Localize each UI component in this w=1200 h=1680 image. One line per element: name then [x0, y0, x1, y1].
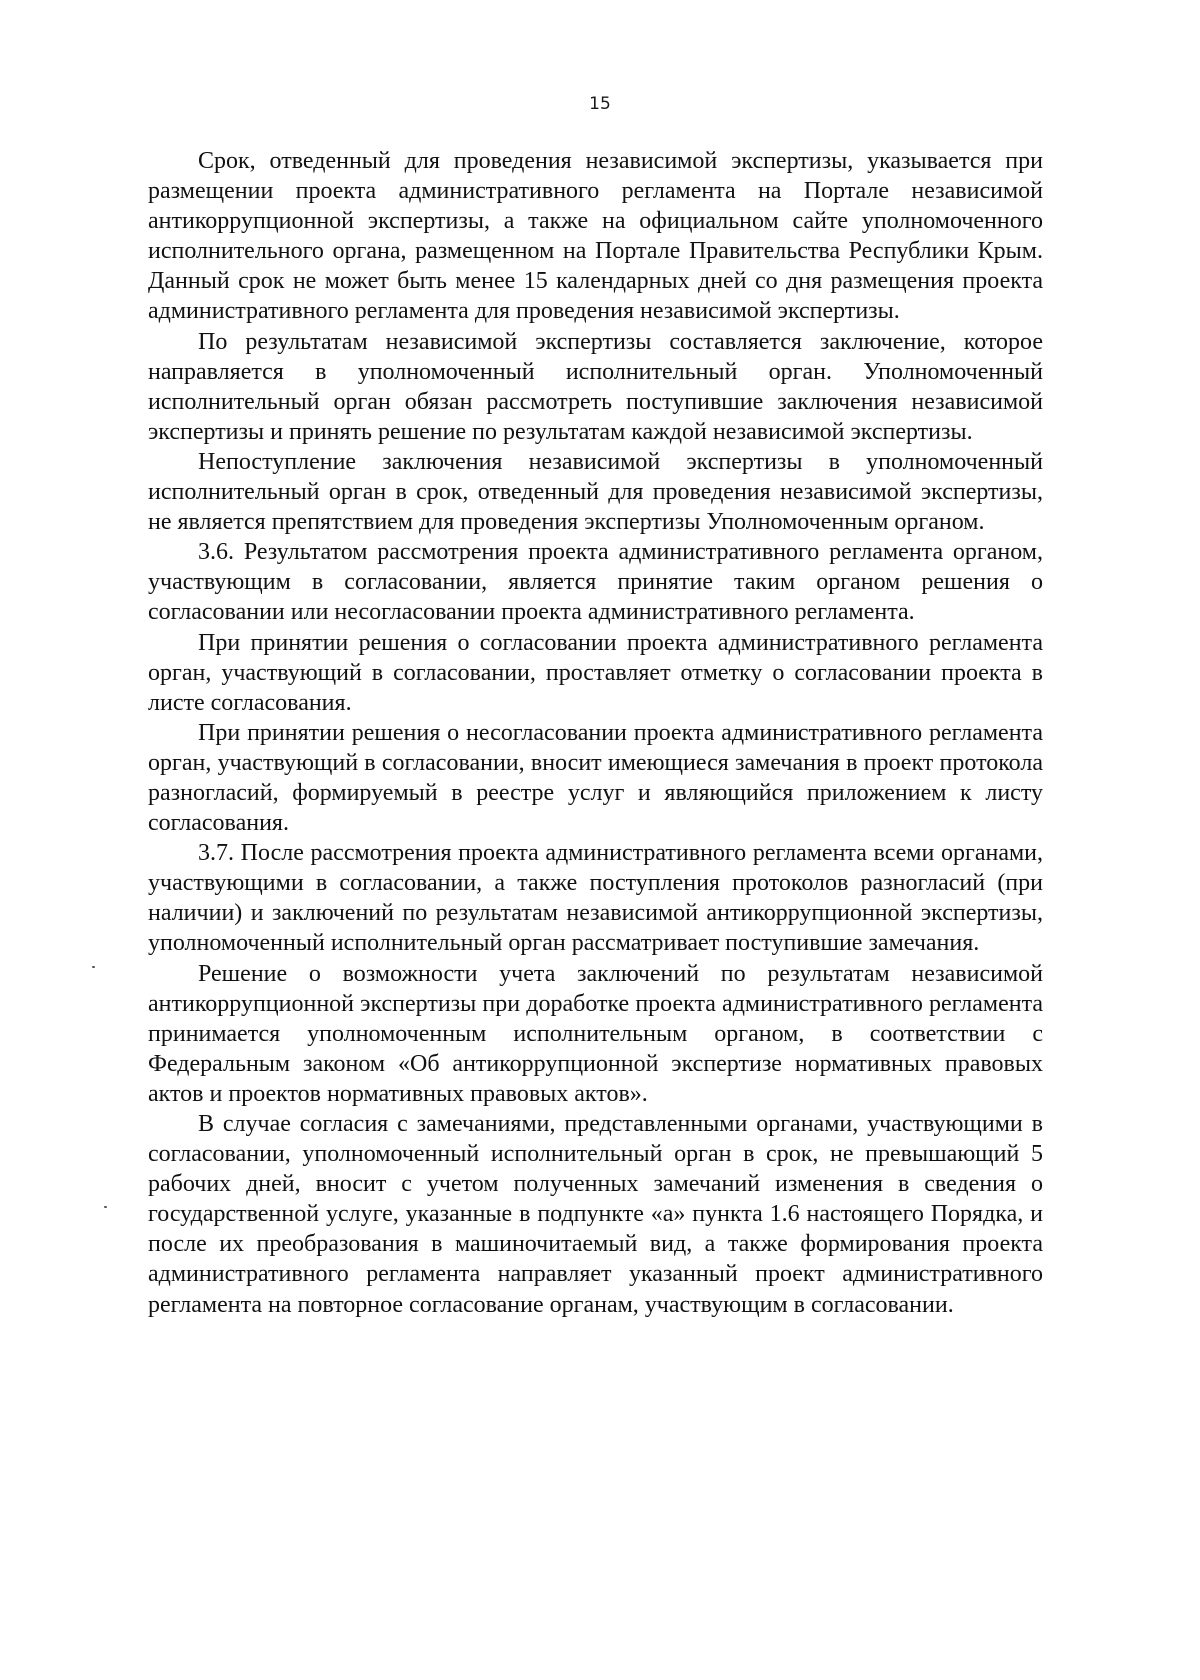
paragraph-agreement-case: В случае согласия с замечаниями, представленными органами, участвующими в согласовании, уполномоченный исполнительный орган в срок, не превышающий 5 рабочих дней, вносит с учетом полученных замечаний изменения в сведения о государственной услуге, указанные в подпункте «а» пункта 1.6 настоящего Порядка, и после их преобразования в машиночитаемый вид, а также формирования проекта административного регламента направляет указанный проект административного регламента на повторное согласование органам, участвующим в согласовании. — [148, 1111, 1043, 1318]
paragraph-expertise-term: Срок, отведенный для проведения независимой экспертизы, указывается при размещении проекта административного регламента на Портале независимой антикоррупционной экспертизы, а также на официальном сайте уполномоченного исполнительного органа, размещенном на Портале Правительства Республики Крым. Данный срок не может быть менее 15 календарных дней со дня размещения проекта административного регламента для проведения независимой экспертизы. — [148, 148, 1043, 325]
paragraph-approval: При принятии решения о согласовании проекта административного регламента орган, участвующий в согласовании, проставляет отметку о согласовании проекта в листе согласования. — [148, 629, 1043, 716]
document-body — [148, 146, 1043, 1320]
paragraph-conclusions-decision: Решение о возможности учета заключений по результатам независимой антикоррупционной экспертизы при доработке проекта административного регламента принимается уполномоченным исполнительным органом, в соответствии с Федеральным законом «Об антикоррупционной экспертизе нормативных правовых актов и проектов нормативных правовых актов». — [148, 960, 1043, 1107]
page-number: 15 — [589, 94, 611, 114]
paragraph-no-conclusion: Непоступление заключения независимой экспертизы в уполномоченный исполнительный орган в срок, отведенный для проведения независимой экспертизы, не является препятствием для проведения экспертизы Уполномоченным органом. — [148, 448, 1043, 536]
scan-speck — [92, 966, 95, 968]
paragraph-3-6: 3.6. Результатом рассмотрения проекта административного регламента органом, участвующим в согласовании, является принятие таким органом решения о согласовании или несогласовании проекта административного регламента. — [148, 539, 1043, 626]
paragraph-expertise-results: По результатам независимой экспертизы составляется заключение, которое направляется в уполномоченный исполнительный орган. Уполномоченный исполнительный орган обязан рассмотреть поступившие заключения независимой экспертизы и принять решение по результатам каждой независимой экспертизы. — [148, 328, 1043, 445]
scan-speck — [104, 1206, 107, 1208]
paragraph-3-7: 3.7. После рассмотрения проекта административного регламента всеми органами, участвующими в согласовании, а также поступления протоколов разногласий (при наличии) и заключений по результатам независимой антикоррупционной экспертизы, уполномоченный исполнительный орган рассматривает поступившие замечания. — [148, 840, 1043, 957]
paragraph-disapproval: При принятии решения о несогласовании проекта административного регламента орган, участвующий в согласовании, вносит имеющиеся замечания в проект протокола разногласий, формируемый в реестре услуг и являющийся приложением к листу согласования. — [148, 719, 1043, 837]
